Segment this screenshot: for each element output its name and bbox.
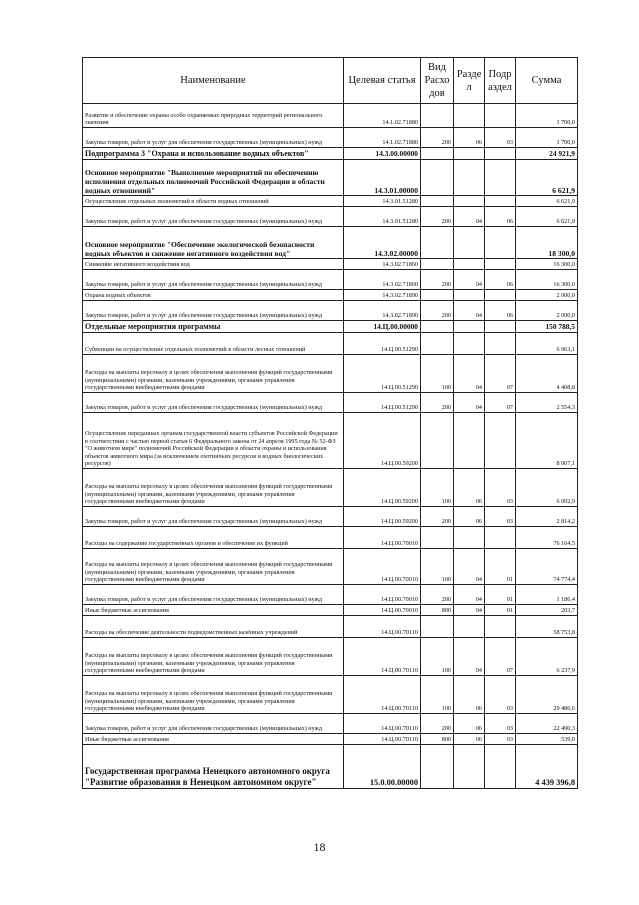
table-row <box>83 160 578 196</box>
table-row <box>83 585 578 605</box>
table-row <box>83 393 578 413</box>
cell-expense-type: 800 <box>421 734 454 745</box>
cell-sum: 6 621,9 <box>516 207 578 227</box>
table-row <box>83 227 578 259</box>
cell-article: 14.Ц.00.59200 <box>344 469 421 507</box>
cell-section: 06 <box>454 734 485 745</box>
cell-name: Подпрограмма 3 "Охрана и использование водных объектов" <box>83 148 344 160</box>
cell-sum: 24 921,9 <box>516 148 578 160</box>
table-row <box>83 734 578 745</box>
cell-name: Расходы на выплаты персоналу в целях обеспечения выполнения функций государственными (муниципальными) органами, казенными учреждениями, органами управления государственными внебюджетными фондами <box>83 355 344 393</box>
table-row <box>83 469 578 507</box>
cell-expense-type <box>421 413 454 469</box>
cell-name: Закупка товаров, работ и услуг для обеспечения государственных (муниципальных) нужд <box>83 301 344 321</box>
cell-expense-type <box>421 259 454 270</box>
cell-expense-type: 200 <box>421 393 454 413</box>
cell-section: 06 <box>454 469 485 507</box>
cell-article: 14.3.02.71860 <box>344 259 421 270</box>
cell-subsection: 07 <box>485 355 516 393</box>
cell-subsection: 01 <box>485 585 516 605</box>
cell-sum: 2 554,3 <box>516 393 578 413</box>
cell-article: 14.Ц.00.70110 <box>344 714 421 734</box>
cell-section: 04 <box>454 585 485 605</box>
header-name: Наименование <box>83 58 344 104</box>
cell-name: Снижение негативного воздействия вод <box>83 259 344 270</box>
cell-section: 04 <box>454 270 485 290</box>
cell-section: 06 <box>454 128 485 148</box>
cell-article: 14.3.02.71890 <box>344 301 421 321</box>
header-subsection: Подр аздел <box>485 58 516 104</box>
cell-name: Закупка товаров, работ и услуг для обеспечения государственных (муниципальных) нужд <box>83 585 344 605</box>
cell-name: Основное мероприятие "Выполнение мероприятий по обеспечению исполнения отдельных полномочий Российской Федерации в области водных отношений" <box>83 160 344 196</box>
cell-article: 14.Ц.00.70110 <box>344 734 421 745</box>
cell-name: Закупка товаров, работ и услуг для обеспечения государственных (муниципальных) нужд <box>83 393 344 413</box>
cell-sum: 6 621,9 <box>516 160 578 196</box>
cell-expense-type <box>421 616 454 638</box>
cell-name: Закупка товаров, работ и услуг для обеспечения государственных (муниципальных) нужд <box>83 207 344 227</box>
cell-name: Закупка товаров, работ и услуг для обеспечения государственных (муниципальных) нужд <box>83 714 344 734</box>
cell-article: 14.3.02.71890 <box>344 290 421 301</box>
table-row <box>83 301 578 321</box>
cell-subsection <box>485 196 516 207</box>
cell-name: Развитие и обеспечение охраны особо охраняемых природных территорий регионального значения <box>83 104 344 128</box>
cell-section: 04 <box>454 355 485 393</box>
cell-article: 14.Ц.00.59200 <box>344 507 421 527</box>
table-row <box>83 676 578 714</box>
cell-expense-type: 100 <box>421 676 454 714</box>
cell-subsection: 03 <box>485 469 516 507</box>
cell-section: 04 <box>454 605 485 616</box>
cell-name: Субвенции на осуществление отдельных полномочий в области лесных отношений <box>83 333 344 355</box>
table-row <box>83 413 578 469</box>
table-row <box>83 638 578 676</box>
cell-sum: 6 237,9 <box>516 638 578 676</box>
cell-sum: 1 700,0 <box>516 104 578 128</box>
cell-subsection: 06 <box>485 301 516 321</box>
cell-subsection <box>485 104 516 128</box>
cell-subsection: 03 <box>485 128 516 148</box>
cell-subsection: 06 <box>485 270 516 290</box>
cell-section: 04 <box>454 393 485 413</box>
cell-expense-type <box>421 196 454 207</box>
cell-name: Закупка товаров, работ и услуг для обеспечения государственных (муниципальных) нужд <box>83 507 344 527</box>
cell-name: Осуществление отдельных полномочий в области водных отношений <box>83 196 344 207</box>
header-article: Целевая статья <box>344 58 421 104</box>
cell-article: 14.1.02.71880 <box>344 104 421 128</box>
cell-article: 14.Ц.00.51290 <box>344 355 421 393</box>
cell-name: Закупка товаров, работ и услуг для обеспечения государственных (муниципальных) нужд <box>83 270 344 290</box>
cell-subsection: 06 <box>485 207 516 227</box>
cell-expense-type <box>421 321 454 333</box>
cell-name: Расходы на выплаты персоналу в целях обеспечения выполнения функций государственными (муниципальными) органами, казенными учреждениями, органами управления государственными внебюджетными фондами <box>83 469 344 507</box>
cell-expense-type <box>421 227 454 259</box>
cell-subsection <box>485 259 516 270</box>
table-row <box>83 714 578 734</box>
cell-name: Охрана водных объектов <box>83 290 344 301</box>
table-row <box>83 290 578 301</box>
cell-article: 14.Ц.00.70110 <box>344 638 421 676</box>
cell-expense-type: 200 <box>421 714 454 734</box>
cell-expense-type: 100 <box>421 549 454 585</box>
table-row <box>83 333 578 355</box>
cell-name: Государственная программа Ненецкого автономного округа "Развитие образования в Ненецком автономном округе" <box>83 745 344 789</box>
cell-article: 14.Ц.00.70110 <box>344 616 421 638</box>
cell-subsection: 03 <box>485 676 516 714</box>
cell-article: 14.3.01.00000 <box>344 160 421 196</box>
cell-sum: 16 300,0 <box>516 270 578 290</box>
cell-section: 06 <box>454 507 485 527</box>
budget-table <box>82 57 578 789</box>
cell-sum: 6 092,9 <box>516 469 578 507</box>
cell-sum: 6 621,9 <box>516 196 578 207</box>
table-row <box>83 605 578 616</box>
cell-sum: 74 774,4 <box>516 549 578 585</box>
cell-name: Расходы на содержание государственных органов и обеспечение их функций <box>83 527 344 549</box>
cell-expense-type: 100 <box>421 638 454 676</box>
table-row <box>83 527 578 549</box>
cell-article: 14.3.01.51280 <box>344 196 421 207</box>
cell-section <box>454 333 485 355</box>
cell-article: 14.Ц.00.70010 <box>344 585 421 605</box>
cell-section <box>454 745 485 789</box>
cell-article: 14.Ц.00.70010 <box>344 549 421 585</box>
cell-section <box>454 616 485 638</box>
cell-expense-type: 200 <box>421 507 454 527</box>
cell-subsection: 03 <box>485 714 516 734</box>
cell-expense-type <box>421 148 454 160</box>
cell-sum: 2 000,0 <box>516 290 578 301</box>
cell-subsection <box>485 160 516 196</box>
cell-sum: 6 963,1 <box>516 333 578 355</box>
header-section: Разде л <box>454 58 485 104</box>
cell-subsection: 03 <box>485 507 516 527</box>
cell-expense-type: 200 <box>421 301 454 321</box>
cell-subsection: 03 <box>485 734 516 745</box>
cell-article: 15.0.00.00000 <box>344 745 421 789</box>
table-row <box>83 321 578 333</box>
table-header-row <box>83 58 578 104</box>
cell-subsection: 01 <box>485 605 516 616</box>
header-sum: Сумма <box>516 58 578 104</box>
cell-sum: 539,0 <box>516 734 578 745</box>
cell-sum: 22 490,3 <box>516 714 578 734</box>
table-row <box>83 616 578 638</box>
cell-section <box>454 527 485 549</box>
cell-article: 14.3.02.00000 <box>344 227 421 259</box>
cell-name: Иные бюджетные ассигнования <box>83 734 344 745</box>
cell-name: Расходы на выплаты персоналу в целях обеспечения выполнения функций государственными (муниципальными) органами, казенными учреждениями, органами управления государственными внебюджетными фондами <box>83 549 344 585</box>
cell-article: 14.Ц.00.51290 <box>344 393 421 413</box>
cell-expense-type <box>421 290 454 301</box>
cell-name: Осуществление переданных органам государственной власти субъектов Российской Федерации в соответствии с частью первой статьи 6 Федерального закона от 24 апреля 1995 года № 52-ФЗ "О животном мире" полномочий Российской Федерации в области охраны и использования объектов животного мира (за исключением охотничьих ресурсов и водных биологических ресурсов) <box>83 413 344 469</box>
cell-name: Расходы на обеспечение деятельности подведомственных казённых учреждений <box>83 616 344 638</box>
cell-name: Закупка товаров, работ и услуг для обеспечения государственных (муниципальных) нужд <box>83 128 344 148</box>
cell-expense-type <box>421 104 454 128</box>
cell-sum: 2 000,0 <box>516 301 578 321</box>
cell-article: 14.Ц.00.59200 <box>344 413 421 469</box>
cell-name: Расходы на выплаты персоналу в целях обеспечения выполнения функций государственными (муниципальными) органами, казенными учреждениями, органами управления государственными внебюджетными фондами <box>83 638 344 676</box>
cell-article: 14.Ц.00.70010 <box>344 527 421 549</box>
table-row <box>83 259 578 270</box>
cell-subsection <box>485 148 516 160</box>
cell-article: 14.3.01.51280 <box>344 207 421 227</box>
cell-subsection <box>485 527 516 549</box>
cell-section <box>454 148 485 160</box>
cell-sum: 8 907,1 <box>516 413 578 469</box>
cell-article: 14.1.02.71880 <box>344 128 421 148</box>
table-row <box>83 549 578 585</box>
cell-expense-type: 800 <box>421 605 454 616</box>
page-number: 18 <box>313 840 326 854</box>
table-row <box>83 207 578 227</box>
cell-sum: 1 700,0 <box>516 128 578 148</box>
cell-section: 04 <box>454 549 485 585</box>
table-row <box>83 507 578 527</box>
table-row <box>83 745 578 789</box>
cell-section: 04 <box>454 301 485 321</box>
cell-expense-type: 200 <box>421 128 454 148</box>
cell-sum: 203,7 <box>516 605 578 616</box>
table-row <box>83 355 578 393</box>
cell-subsection <box>485 745 516 789</box>
table-body <box>83 104 578 789</box>
cell-section: 04 <box>454 207 485 227</box>
cell-article: 14.Ц.00.00000 <box>344 321 421 333</box>
cell-sum: 150 788,5 <box>516 321 578 333</box>
cell-section: 06 <box>454 676 485 714</box>
cell-section <box>454 413 485 469</box>
cell-section: 04 <box>454 638 485 676</box>
cell-sum: 4 408,8 <box>516 355 578 393</box>
cell-sum: 2 814,2 <box>516 507 578 527</box>
cell-expense-type <box>421 527 454 549</box>
cell-expense-type: 200 <box>421 207 454 227</box>
cell-name: Отдельные мероприятия программы <box>83 321 344 333</box>
cell-expense-type <box>421 333 454 355</box>
table-row <box>83 128 578 148</box>
cell-section <box>454 227 485 259</box>
cell-subsection <box>485 333 516 355</box>
cell-sum: 4 439 396,8 <box>516 745 578 789</box>
cell-name: Основное мероприятие "Обеспечение экологической безопасности водных объектов и снижение негативного воздействия вод" <box>83 227 344 259</box>
cell-section <box>454 259 485 270</box>
cell-name: Иные бюджетные ассигнования <box>83 605 344 616</box>
cell-expense-type: 100 <box>421 469 454 507</box>
cell-subsection <box>485 290 516 301</box>
cell-subsection: 07 <box>485 638 516 676</box>
cell-name: Расходы на выплаты персоналу в целях обеспечения выполнения функций государственными (муниципальными) органами, казенными учреждениями, органами управления государственными внебюджетными фондами <box>83 676 344 714</box>
cell-sum: 76 164,5 <box>516 527 578 549</box>
table-row <box>83 196 578 207</box>
cell-expense-type: 200 <box>421 585 454 605</box>
table-row <box>83 104 578 128</box>
table-row <box>83 148 578 160</box>
cell-subsection <box>485 413 516 469</box>
budget-document <box>82 57 577 789</box>
cell-expense-type <box>421 745 454 789</box>
cell-article: 14.Ц.00.70110 <box>344 676 421 714</box>
cell-subsection <box>485 616 516 638</box>
cell-expense-type: 200 <box>421 270 454 290</box>
cell-subsection: 01 <box>485 549 516 585</box>
cell-section <box>454 104 485 128</box>
cell-expense-type <box>421 160 454 196</box>
cell-section <box>454 196 485 207</box>
cell-sum: 29 486,6 <box>516 676 578 714</box>
cell-section: 06 <box>454 714 485 734</box>
cell-section <box>454 160 485 196</box>
cell-section <box>454 321 485 333</box>
cell-article: 14.3.02.71860 <box>344 270 421 290</box>
table-row <box>83 270 578 290</box>
cell-subsection <box>485 321 516 333</box>
cell-subsection <box>485 227 516 259</box>
cell-article: 14.Ц.00.70010 <box>344 605 421 616</box>
cell-sum: 16 300,0 <box>516 259 578 270</box>
header-expense-type: Вид Расхо дов <box>421 58 454 104</box>
cell-section <box>454 290 485 301</box>
cell-sum: 1 186,4 <box>516 585 578 605</box>
cell-sum: 58 753,8 <box>516 616 578 638</box>
cell-expense-type: 100 <box>421 355 454 393</box>
cell-article: 14.Ц.00.51290 <box>344 333 421 355</box>
cell-sum: 18 300,0 <box>516 227 578 259</box>
cell-article: 14.3.00.00000 <box>344 148 421 160</box>
cell-subsection: 07 <box>485 393 516 413</box>
